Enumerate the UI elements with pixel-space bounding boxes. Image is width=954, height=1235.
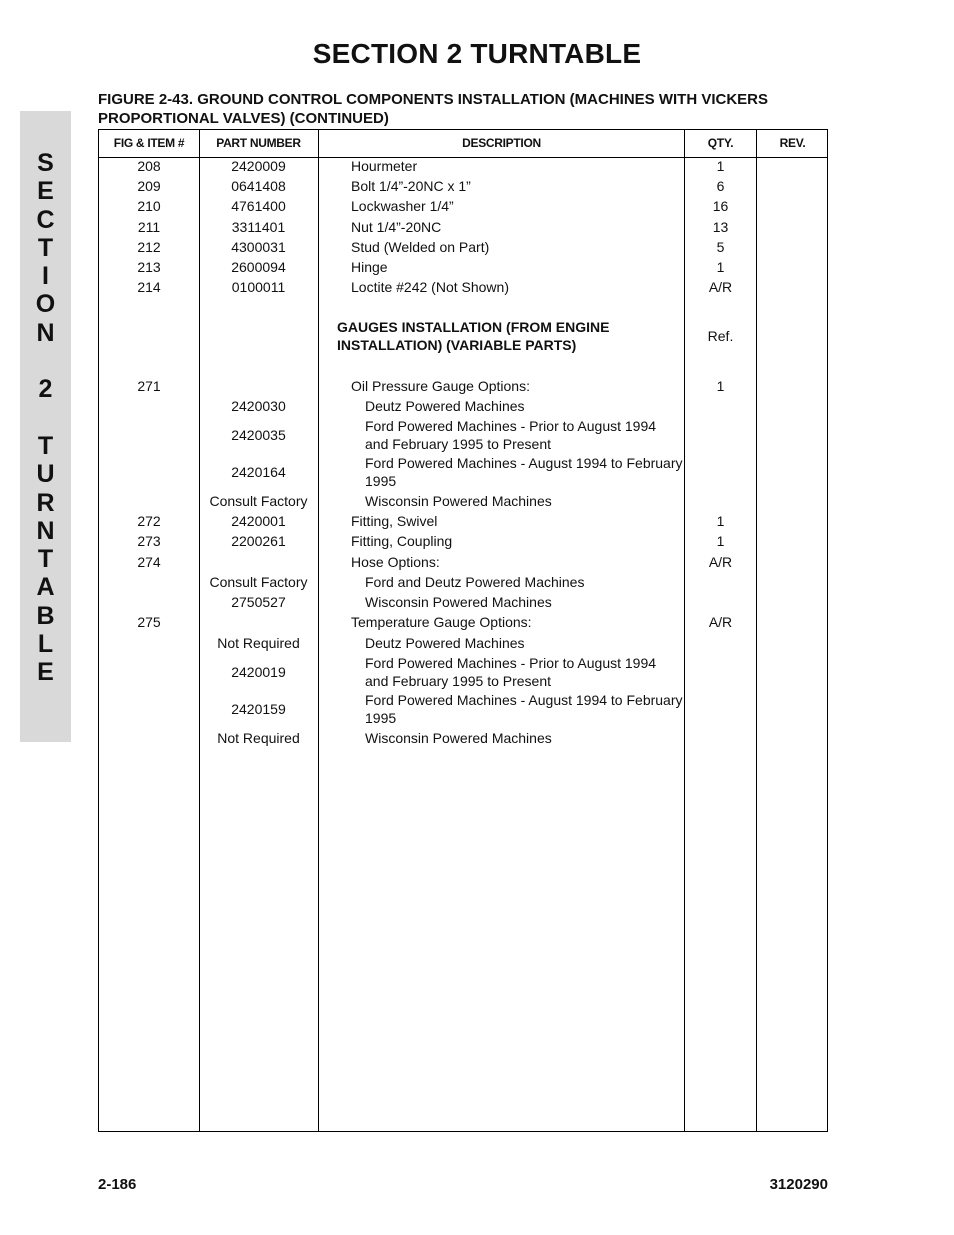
cell-qty: 1 [716,533,725,549]
cell-part-number: 2600094 [231,259,286,275]
table-row [99,574,829,592]
figure-title-line: PROPORTIONAL VALVES) (CONTINUED) [98,110,389,127]
cell-fig-item: 212 [137,239,161,255]
cell-fig-item: 209 [137,178,161,194]
cell-description: Fitting, Coupling [351,533,453,549]
side-tab-letter: I [42,262,49,291]
parts-table [98,129,828,1132]
table-row [99,178,829,196]
cell-fig-item: 275 [137,614,161,630]
cell-part-number: 2420001 [231,513,286,529]
table-row [99,692,829,727]
cell-part-number: 4761400 [231,198,286,214]
cell-fig-item: 274 [137,554,161,570]
cell-description: Oil Pressure Gauge Options: [351,378,530,394]
header-part-number: PART NUMBER [216,136,301,150]
cell-description: Hourmeter [351,158,418,174]
side-tab-letter [20,347,71,375]
cell-description: Stud (Welded on Part) [351,239,490,255]
table-row [99,533,829,551]
table-row [99,655,829,690]
table-row [99,594,829,612]
side-tab-letter: T [37,233,54,262]
side-tab-letter [20,404,71,432]
side-tab-letter: U [36,460,55,489]
cell-description: Ford Powered Machines - Prior to August 1994 and February 1995 to Present [365,655,657,689]
table-row [99,513,829,531]
cell-description: Fitting, Swivel [351,513,438,529]
table-row [99,198,829,216]
table-row [99,635,829,653]
cell-part-number: 2420030 [231,398,286,414]
table-row [99,730,829,748]
side-tab-letter: N [36,516,55,545]
cell-fig-item: 273 [137,533,161,549]
figure-title-line: FIGURE 2-43. GROUND CONTROL COMPONENTS INSTALLATION (MACHINES WITH VICKERS [98,91,769,108]
cell-part-number: 2420159 [231,700,286,717]
side-tab-letter: 2 [38,375,53,404]
cell-qty: 13 [712,219,729,235]
cell-description: Deutz Powered Machines [365,398,525,414]
header-description: DESCRIPTION [462,136,541,150]
cell-description: Hose Options: [351,554,440,570]
cell-qty: 1 [716,378,725,394]
cell-part-number: 2420164 [231,463,286,480]
page-number: 2-186 [98,1176,137,1193]
table-row [99,418,829,453]
cell-description: Ford and Deutz Powered Machines [365,574,585,590]
cell-description: Lockwasher 1/4” [351,198,454,214]
section-title: SECTION 2 TURNTABLE [312,38,642,69]
cell-description: Deutz Powered Machines [365,635,525,651]
table-row [99,398,829,416]
cell-qty: A/R [708,554,733,570]
side-tab-letter: E [37,177,54,206]
cell-fig-item: 214 [137,279,161,295]
cell-fig-item: 210 [137,198,161,214]
cell-part-number: Not Required [217,635,300,651]
cell-qty: 1 [716,513,725,529]
cell-qty: Ref. [707,327,734,344]
table-row [99,614,829,632]
cell-description: Bolt 1/4”-20NC x 1” [351,178,471,194]
cell-part-number: 3311401 [231,219,286,235]
side-tab-letter: L [37,630,54,659]
cell-qty: 6 [716,178,725,194]
cell-description: Temperature Gauge Options: [351,614,532,630]
cell-part-number: 2200261 [231,533,286,549]
table-row [99,455,829,490]
table-row [99,158,829,176]
cell-description: Wisconsin Powered Machines [365,730,552,746]
side-tab-letter: O [35,290,56,319]
cell-part-number: 4300031 [231,239,286,255]
cell-description: GAUGES INSTALLATION (FROM ENGINE INSTALLATION) (VARIABLE PARTS) [337,319,610,353]
table-row [99,219,829,237]
cell-description: Ford Powered Machines - August 1994 to February 1995 [365,692,683,726]
side-tab-letter: T [37,431,54,460]
cell-description: Loctite #242 (Not Shown) [351,279,509,295]
header-qty: QTY. [707,136,734,150]
document-number: 3120290 [769,1176,828,1193]
cell-part-number: 2420035 [231,426,286,443]
figure-title [98,90,838,128]
cell-part-number: 0641408 [231,178,286,194]
cell-description: Ford Powered Machines - August 1994 to February 1995 [365,455,683,489]
side-tab-letter: A [36,573,55,602]
cell-part-number: 2420019 [231,663,286,680]
cell-qty: 1 [716,259,725,275]
cell-fig-item: 272 [137,513,161,529]
cell-fig-item: 211 [137,219,161,235]
table-row [99,239,829,257]
cell-qty: A/R [708,279,733,295]
cell-qty: A/R [708,614,733,630]
side-tab-letter: S [37,149,54,177]
side-tab-letter: E [37,658,54,687]
cell-qty: 1 [716,158,725,174]
cell-fig-item: 213 [137,259,161,275]
cell-qty: 16 [712,198,729,214]
cell-part-number: 2420009 [231,158,286,174]
cell-fig-item: 271 [137,378,161,394]
cell-description: Ford Powered Machines - Prior to August 1994 and February 1995 to Present [365,418,657,452]
header-rev: REV. [779,136,806,150]
table-row [99,378,829,396]
side-tab-letter: R [36,488,55,517]
cell-qty: 5 [716,239,725,255]
table-row [99,493,829,511]
side-tab-letter: N [36,318,55,347]
side-tab-letter: T [37,545,54,574]
cell-part-number: Consult Factory [209,574,308,590]
cell-part-number: Consult Factory [209,493,308,509]
cell-fig-item: 208 [137,158,161,174]
side-tab-letter: B [36,601,55,630]
cell-description: Wisconsin Powered Machines [365,594,552,610]
cell-part-number: 0100011 [231,279,286,295]
table-row [99,319,829,354]
side-tab-letter: C [36,205,55,234]
header-fig-item: FIG & ITEM # [113,136,185,150]
cell-part-number: Not Required [217,730,300,746]
cell-part-number: 2750527 [231,594,286,610]
section-side-tab [20,111,71,742]
table-row [99,259,829,277]
cell-description: Wisconsin Powered Machines [365,493,552,509]
table-header [99,130,827,158]
table-row [99,554,829,572]
table-row [99,279,829,297]
cell-description: Hinge [351,259,388,275]
cell-description: Nut 1/4”-20NC [351,219,442,235]
side-tab-letters [20,149,71,687]
